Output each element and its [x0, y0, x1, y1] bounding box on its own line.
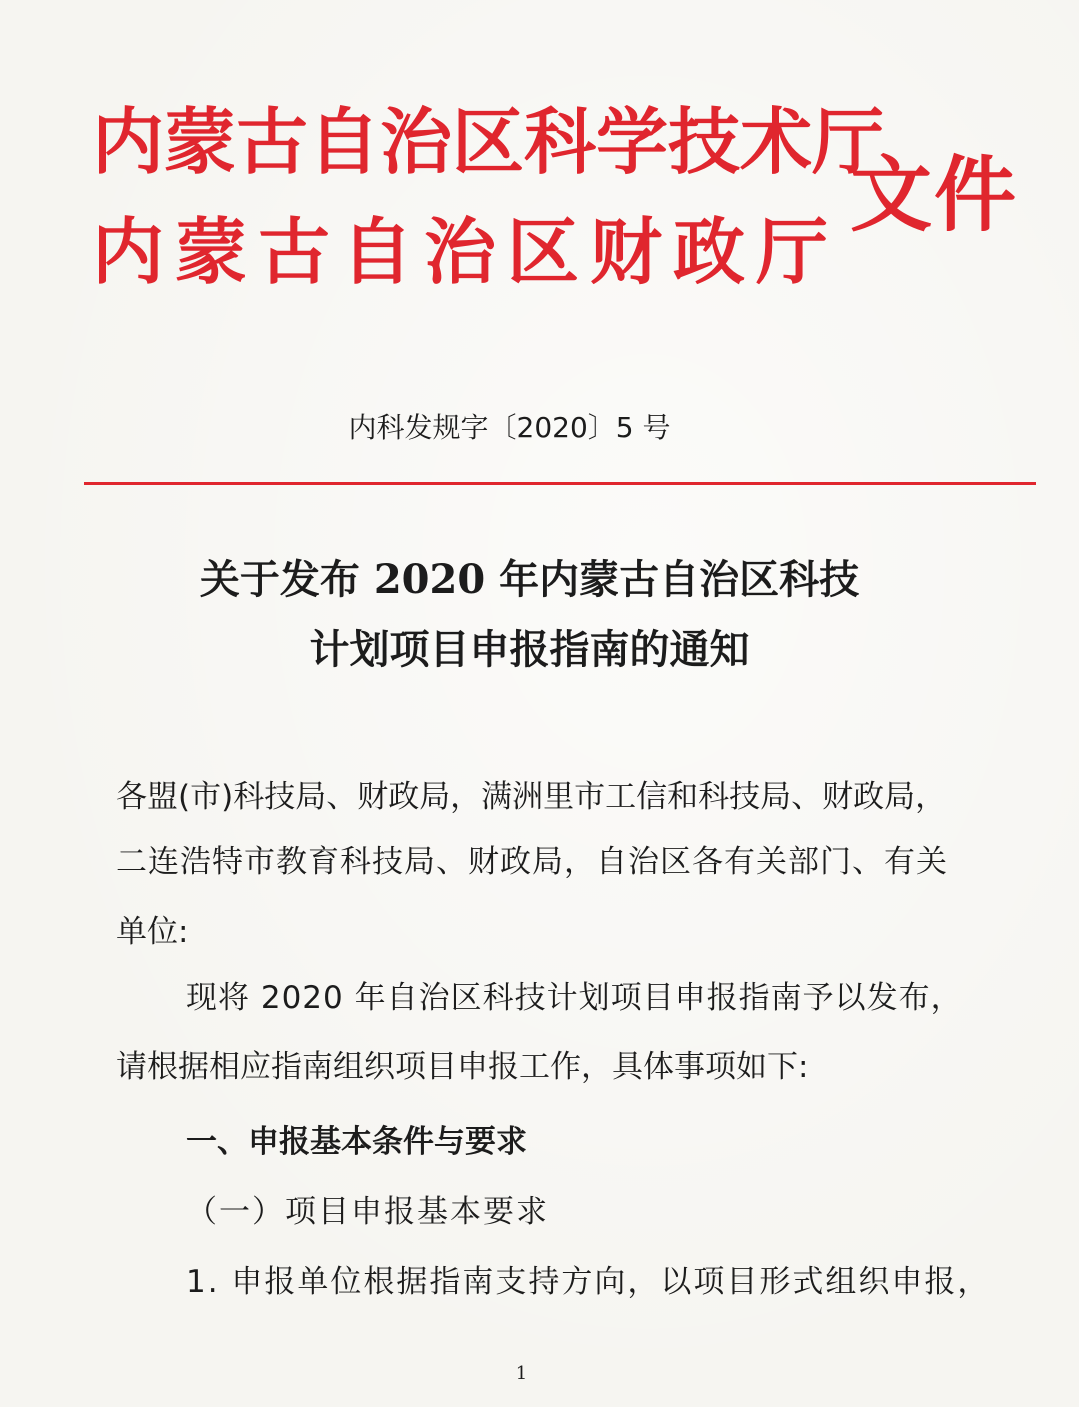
addressee-line-1: 各盟(市)科技局、财政局，满洲里市工信和科技局、财政局，: [116, 779, 947, 815]
document-word: 文件: [850, 148, 1019, 243]
subsection-heading: （一）项目申报基本要求: [186, 1194, 549, 1230]
page-number: 1: [515, 1363, 528, 1384]
item-1: 1. 申报单位根据指南支持方向，以项目形式组织申报，: [186, 1264, 991, 1300]
notice-title-line-1: 关于发布 2020 年内蒙古自治区科技: [199, 556, 860, 603]
paragraph-line-2: 请根据相应指南组织项目申报工作，具体事项如下:: [116, 1049, 809, 1085]
paragraph-line-1: 现将 2020 年自治区科技计划项目申报指南予以发布，: [186, 980, 963, 1016]
red-divider: [84, 482, 1036, 485]
issuer-science-department: 内蒙古自治区科学技术厅: [92, 100, 885, 184]
document-number: 内科发规字〔2020〕5 号: [348, 411, 671, 444]
section-heading: 一、申报基本条件与要求: [186, 1124, 527, 1160]
addressee-line-2: 二连浩特市教育科技局、财政局，自治区各有关部门、有关: [116, 844, 948, 880]
addressee-line-3: 单位:: [116, 914, 189, 950]
notice-title-line-2: 计划项目申报指南的通知: [309, 626, 750, 673]
issuer-finance-department: 内蒙古自治区财政厅: [92, 210, 840, 294]
